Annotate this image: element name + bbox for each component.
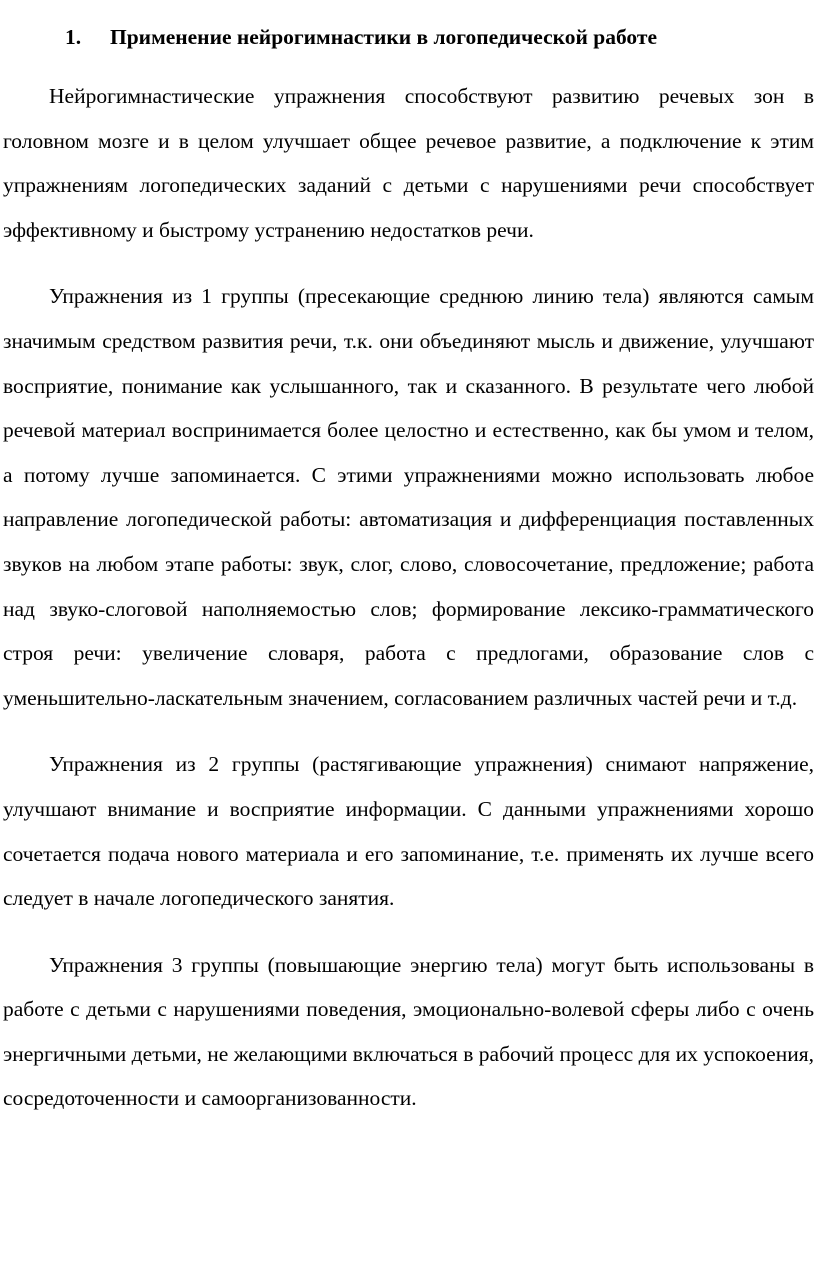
paragraph-intro: Нейрогимнастические упражнения способствуют развитию речевых зон в головном мозге и в целом улучшает общее речевое развитие, а подключение к этим упражнениям логопедических заданий с детьми с нарушениями речи способствует эффективному и быстрому устранению недостатков речи. bbox=[3, 84, 814, 242]
paragraph-group-1: Упражнения из 1 группы (пресекающие среднюю линию тела) являются самым значимым средством развития речи, т.к. они объединяют мысль и движение, улучшают восприятие, понимание как услышанного, так и сказанного. В результате чего любой речевой материал воспринимается более целостно и естественно, как бы умом и телом, а потому лучше запоминается. С этими упражнениями можно использовать любое направление логопедической работы: автоматизация и дифференциация поставленных звуков на любом этапе работы: звук, слог, слово, словосочетание, предложение; работа над звуко-слоговой наполняемостью слов; формирование лексико-грамматического строя речи: увеличение словаря, работа с предлогами, образование слов с уменьшительно-ласкательным значением, согласованием различных частей речи и т.д. bbox=[3, 284, 814, 710]
section-heading bbox=[3, 22, 814, 52]
paragraph-group-2: Упражнения из 2 группы (растягивающие упражнения) снимают напряжение, улучшают внимание и восприятие информации. С данными упражнениями хорошо сочетается подача нового материала и его запоминание, т.е. применять их лучше всего следует в начале логопедического занятия. bbox=[3, 752, 814, 911]
section-title: Применение нейрогимнастики в логопедической работе bbox=[110, 25, 658, 49]
section-number: 1. bbox=[65, 25, 82, 49]
paragraph-group-3: Упражнения 3 группы (повышающие энергию тела) могут быть использованы в работе с детьми с нарушениями поведения, эмоционально-волевой сферы либо с очень энергичными детьми, не желающими включаться в рабочий процесс для их успокоения, сосредоточенности и самоорганизованности. bbox=[3, 952, 814, 1111]
